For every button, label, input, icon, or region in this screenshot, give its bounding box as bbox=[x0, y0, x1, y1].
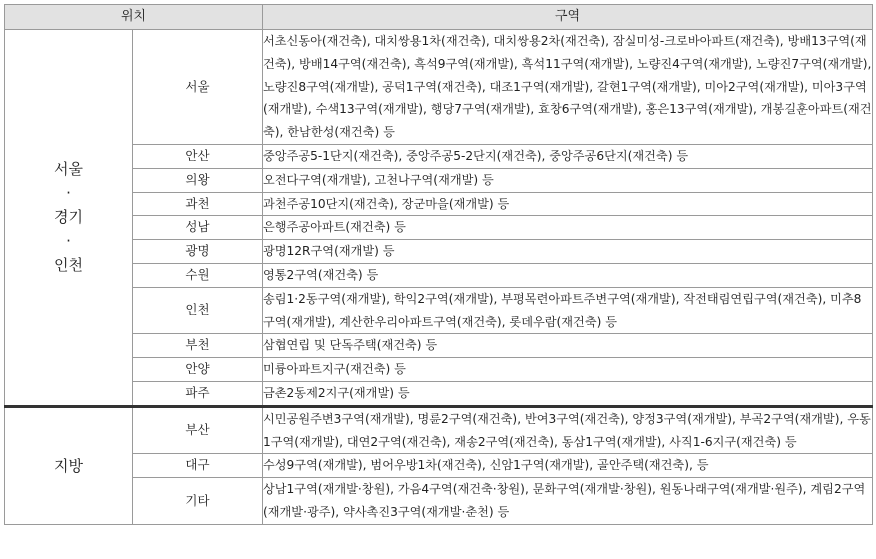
table-row bbox=[5, 240, 873, 264]
table-row bbox=[5, 478, 873, 525]
area-label: 인천 bbox=[54, 256, 83, 275]
city-cell: 부산 bbox=[133, 406, 263, 454]
city-cell: 안양 bbox=[133, 358, 263, 382]
zone-cell: 과천주공10단지(재건축), 장군마을(재개발) 등 bbox=[263, 192, 873, 216]
area-separator: · bbox=[66, 232, 71, 251]
table-row bbox=[5, 216, 873, 240]
area-label: 경기 bbox=[54, 208, 83, 227]
city-cell: 부천 bbox=[133, 334, 263, 358]
table-row bbox=[5, 263, 873, 287]
table-row bbox=[5, 454, 873, 478]
city-cell: 과천 bbox=[133, 192, 263, 216]
zone-cell: 오전다구역(재개발), 고천나구역(재개발) 등 bbox=[263, 168, 873, 192]
city-cell: 서울 bbox=[133, 30, 263, 145]
area-label: 서울 bbox=[54, 160, 83, 179]
area-separator: · bbox=[66, 184, 71, 203]
city-cell: 인천 bbox=[133, 287, 263, 334]
header-location: 위치 bbox=[5, 5, 263, 30]
city-cell: 파주 bbox=[133, 381, 263, 406]
zone-cell: 중앙주공5-1단지(재건축), 중앙주공5-2단지(재건축), 중앙주공6단지(재건축) 등 bbox=[263, 144, 873, 168]
area-label: 지방 bbox=[54, 456, 83, 475]
table-row bbox=[5, 358, 873, 382]
zone-cell: 금촌2동제2지구(재개발) 등 bbox=[263, 381, 873, 406]
city-cell: 안산 bbox=[133, 144, 263, 168]
zone-cell: 영통2구역(재건축) 등 bbox=[263, 263, 873, 287]
table-row bbox=[5, 168, 873, 192]
city-cell: 기타 bbox=[133, 478, 263, 525]
table-row bbox=[5, 30, 873, 145]
header-row bbox=[5, 5, 873, 30]
header-zone: 구역 bbox=[263, 5, 873, 30]
area-cell-capital bbox=[5, 30, 133, 407]
table-row bbox=[5, 287, 873, 334]
city-cell: 성남 bbox=[133, 216, 263, 240]
zone-cell: 시민공원주변3구역(재개발), 명륜2구역(재건축), 반여3구역(재건축), 양정3구역(재개발), 부곡2구역(재개발), 우동1구역(재개발), 대연2구역(재건축), 재송2구역(재건축), 동삼1구역(재개발), 사직1-6지구(재건축) 등 bbox=[263, 406, 873, 454]
city-cell: 대구 bbox=[133, 454, 263, 478]
city-cell: 의왕 bbox=[133, 168, 263, 192]
zone-cell: 은행주공아파트(재건축) 등 bbox=[263, 216, 873, 240]
zone-cell: 삼협연립 및 단독주택(재건축) 등 bbox=[263, 334, 873, 358]
area-cell-provinces bbox=[5, 406, 133, 524]
zone-cell: 송림1·2동구역(재개발), 학익2구역(재개발), 부평목련아파트주변구역(재개발), 작전태림연립구역(재건축), 미추8구역(재개발), 계산한우리아파트구역(재건축), 롯데우람(재건축) 등 bbox=[263, 287, 873, 334]
table-row bbox=[5, 144, 873, 168]
table-row bbox=[5, 334, 873, 358]
zone-cell: 수성9구역(재개발), 범어우방1차(재건축), 신암1구역(재개발), 골안주택(재건축), 등 bbox=[263, 454, 873, 478]
table-row bbox=[5, 381, 873, 406]
zone-cell: 미륭아파트지구(재건축) 등 bbox=[263, 358, 873, 382]
zone-cell: 광명12R구역(재개발) 등 bbox=[263, 240, 873, 264]
region-table bbox=[4, 4, 873, 525]
zone-cell: 서초신동아(재건축), 대치쌍용1차(재건축), 대치쌍용2차(재건축), 잠실미성-크로바아파트(재건축), 방배13구역(재건축), 방배14구역(재건축), 흑석9구역(재개발), 흑석11구역(재개발), 노량진4구역(재개발), 노량진7구역(재개발), 노량진8구역(재개발), 공덕1구역(재건축), 대조1구역(재개발), 갈현1구역(재개발), 미아2구역(재개발), 미아3구역(재개발), 수색13구역(재개발), 행당7구역(재개발), 효창6구역(재개발), 홍은13구역(재개발), 개봉길훈아파트(재건축), 한남한성(재건축) 등 bbox=[263, 30, 873, 145]
table-row bbox=[5, 406, 873, 454]
zone-cell: 상남1구역(재개발·창원), 가음4구역(재건축·창원), 문화구역(재개발·창원), 원동나래구역(재개발·원주), 계림2구역(재개발·광주), 약사촉진3구역(재개발·춘천) 등 bbox=[263, 478, 873, 525]
city-cell: 광명 bbox=[133, 240, 263, 264]
table-row bbox=[5, 192, 873, 216]
city-cell: 수원 bbox=[133, 263, 263, 287]
